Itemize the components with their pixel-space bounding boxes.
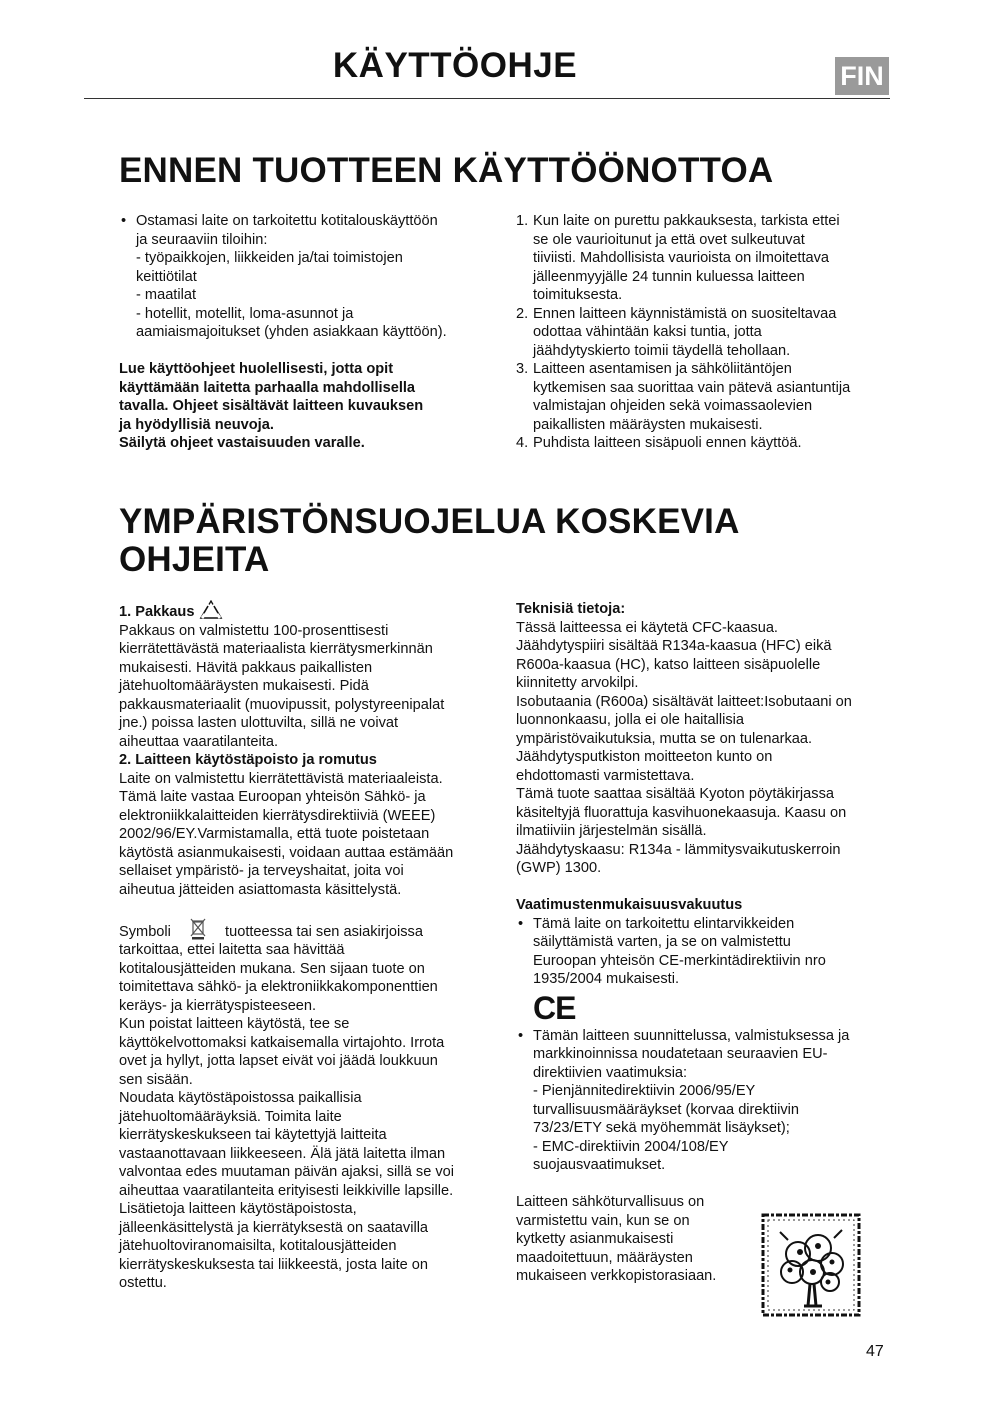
text-line: mukaiseen verkkopistorasiaan.: [516, 1268, 717, 1284]
declaration-list-1: [516, 915, 888, 989]
read-instructions-note: [119, 360, 489, 453]
text-line: suojausvaatimukset.: [533, 1157, 666, 1173]
text-line: kytketty asianmukaisesti: [516, 1231, 674, 1247]
text-line: jälleenmyyjälle 24 tunnin kuluessa laitteen: [533, 268, 805, 285]
symbol-prefix: Symboli: [119, 923, 171, 940]
text-line: sellaiset ympäristö- ja terveyshaitat, joita voi: [119, 863, 404, 879]
text-line: kotitalousjätteiden mukana. Sen sijaan tuote on: [119, 960, 425, 977]
text-line: Puhdista laitteen sisäpuoli ennen käyttöä.: [533, 435, 802, 451]
list-item: [516, 915, 888, 989]
list-item: [516, 360, 886, 434]
text-line: tiiviisti. Mahdollisista vaurioista on ilmoitettava: [533, 250, 830, 266]
text-line: jälleenkäsittelystä ja kierrätyksestä on saatavilla: [119, 1219, 429, 1236]
step-number: 3.: [516, 361, 529, 377]
usage-bullet-list: [119, 212, 489, 342]
text-line: aiheuttaa vaaratilanteita erityisesti leikkiville lapsille.: [119, 1182, 454, 1199]
text-line: pakkausmateriaalit (muovipussit, polystyreenipalat: [119, 696, 445, 713]
text-line: ja hyödyllisiä neuvoja.: [119, 416, 274, 433]
declaration-list-2: [516, 1027, 888, 1175]
text-line: aiheuttaa vaaratilanteita.: [119, 733, 279, 750]
text-line: ehdottomasti varmistettava.: [516, 767, 695, 784]
text-line: Noudata käytöstäpoistossa paikallisia: [119, 1090, 362, 1106]
declaration-heading: Vaatimustenmukaisuusvakuutus: [516, 897, 743, 913]
text-line: R600a-kaasua (HC), katso laitteen sisäpuolelle: [516, 656, 821, 673]
step-number: 4.: [516, 435, 529, 451]
text-line: toimitettava sähkö- ja elektroniikkakomponenttien: [119, 979, 438, 995]
text-line: varmistettu vain, kun se on: [516, 1212, 690, 1229]
text-line: • Tämä laite on tarkoitettu elintarvikkeiden: [533, 915, 795, 932]
text-line: • Tämän laitteen suunnittelussa, valmistuksessa ja: [533, 1027, 850, 1044]
text-line: luonnonkaasu, jolla ei ole haitallisia: [516, 712, 744, 728]
heading-text: 1. Pakkaus: [119, 604, 195, 620]
text-line: kierrätettävästä materiaalista kierrätysmerkinnän: [119, 641, 433, 657]
text-line: jne.) poissa lasten ulottuvilta, sillä ne voivat: [119, 715, 399, 731]
text-line: Säilytä ohjeet vastaisuuden varalle.: [119, 435, 365, 451]
text-line: keräys- ja kierrätyspisteeseen.: [119, 997, 317, 1014]
before-use-left-column: [119, 212, 489, 453]
text-line: aiheutua jätteiden asiattomasta käsittelystä.: [119, 881, 402, 898]
list-item: [516, 305, 886, 361]
list-item: [516, 434, 886, 453]
text-line: valvontaa edes muutaman päivän ajaksi, sillä se voi: [119, 1164, 455, 1180]
text-line: käytöstä asianmukaisesti, voidaan auttaa estämään: [119, 844, 454, 861]
text-line: Kun poistat laitteen käytöstä, tee se: [119, 1016, 350, 1032]
section-title-before-use: ENNEN TUOTTEEN KÄYTTÖÖNOTTOA: [119, 151, 774, 190]
text-line: kierrätyskeskukseen tai käytettyjä laitteita: [119, 1127, 387, 1143]
electrical-safety-note: [516, 1193, 752, 1286]
text-line: 73/23/ETY sekä myöhemmät lisäykset);: [533, 1120, 790, 1136]
header-divider: [84, 98, 890, 99]
text-line: se ole vaurioitunut ja että ovet sulkeutuvat: [533, 231, 805, 248]
text-line: 1935/2004 mukaisesti.: [533, 971, 680, 987]
text-line: jätehuoltomääräyksiä. Toimita laite: [119, 1108, 342, 1125]
text-line: käyttämään laitetta parhaalla mahdollisella: [119, 379, 416, 396]
text-line: vastaanottavaan liikkeeseen. Älä jätä laitetta ilman: [119, 1145, 446, 1162]
text-line: elektroniikkalaitteiden kierrätysdirektiiviä (WEEE): [119, 807, 436, 824]
text-line: Euroopan yhteisön CE-merkintädirektiivin nro: [533, 952, 826, 969]
text-line: toimituksesta.: [533, 287, 623, 303]
text-line: - Pienjännitedirektiivin 2006/95/EY: [533, 1083, 756, 1099]
text-line: Jäähdytysputkiston moitteeton kunto on: [516, 749, 773, 765]
text-line: - maatilat: [136, 287, 197, 303]
text-line: - EMC-direktiivin 2004/108/EY: [533, 1138, 729, 1155]
text-line: paikallisten määräysten mukaisesti.: [533, 416, 763, 433]
title-line: YMPÄRISTÖNSUOJELUA KOSKEVIA: [119, 502, 740, 541]
packaging-heading: [119, 600, 493, 622]
text-line: säilyttämistä varten, ja se on valmistettu: [533, 934, 791, 950]
text-line: ostettu.: [119, 1275, 167, 1291]
section-title-environment: [119, 503, 740, 579]
text-line: keittiötilat: [136, 268, 197, 285]
disposal-heading: 2. Laitteen käytöstäpoisto ja romutus: [119, 752, 377, 768]
environment-right-column: [516, 600, 888, 1286]
text-line: (GWP) 1300.: [516, 860, 602, 876]
text-line: markkinoinnissa noudatetaan seuraavien EU-: [533, 1046, 828, 1062]
environment-left-column: [119, 600, 493, 1293]
text-line: Laitteen sähköturvallisuus on: [516, 1194, 705, 1210]
text-line: Tämä laite vastaa Euroopan yhteisön Sähkö- ja: [119, 789, 426, 805]
step-number: 1.: [516, 213, 529, 229]
text-line: kiinnitetty arvokilpi.: [516, 675, 639, 691]
page-number: 47: [866, 1343, 884, 1360]
text-line: odottaa vähintään kaksi tuntia, jotta: [533, 324, 762, 340]
text-line: jätehuoltoviranomaisilta, kotitalousjätteiden: [119, 1238, 397, 1254]
text-line: tarkoittaa, ettei laitetta saa hävittää: [119, 942, 345, 958]
text-line: käyttökelvottomaksi katkaisemalla virtajohto. Irrota: [119, 1034, 445, 1051]
text-line: Tässä laitteessa ei käytetä CFC-kaasua.: [516, 619, 778, 636]
text-line: Lue käyttöohjeet huolellisesti, jotta opit: [119, 361, 394, 377]
text-line: Jäähdytyskaasu: R134a - lämmitysvaikutuskerroin: [516, 841, 841, 858]
text-line: käsiteltyjä fluorattuja kasvihuonekaasuja. Kaasu on: [516, 804, 847, 821]
setup-steps-list: [516, 212, 886, 453]
text-line: jäähdytyskierto toimii täydellä tehollaan.: [533, 342, 791, 359]
text-line: Pakkaus on valmistettu 100-prosenttisesti: [119, 622, 389, 639]
text-line: kierrätyskeskuksesta tai liikkeestä, josta laite on: [119, 1256, 429, 1273]
step-number: 2.: [516, 305, 529, 322]
text-line: aamiaismajoitukset (yhden asiakkaan käyttöön).: [136, 324, 447, 340]
recycling-icon: [199, 600, 223, 620]
text-line: turvallisuusmääräykset (korvaa direktiivin: [533, 1101, 800, 1118]
text-line: kytkemisen saa suorittaa vain pätevä asiantuntija: [533, 379, 851, 396]
text-line: Kun laite on purettu pakkauksesta, tarkista ettei: [533, 213, 840, 229]
text-line: jätehuoltomääräysten mukaisesti. Pidä: [119, 678, 369, 694]
text-line: maadoitettuun, määräysten: [516, 1249, 693, 1266]
text-line: ja seuraaviin tiloihin:: [136, 231, 268, 248]
text-line: - työpaikkojen, liikkeiden ja/tai toimistojen: [136, 250, 403, 266]
text-line: ympäristövaikutuksia, mutta se on tulenarkaa.: [516, 730, 813, 747]
text-line: Ennen laitteen käynnistämistä on suositeltavaa: [533, 305, 837, 322]
symbol-suffix: tuotteessa tai sen asiakirjoissa: [225, 923, 423, 940]
list-item: [119, 212, 489, 342]
text-line: Jäähdytyspiiri sisältää R134a-kaasua (HFC) eikä: [516, 638, 832, 654]
text-line: Lisätietoja laitteen käytöstäpoistosta,: [119, 1201, 357, 1217]
text-line: Laitteen asentamisen ja sähköliitäntöjen: [533, 361, 792, 377]
text-line: valmistajan ohjeiden sekä voimassaolevien: [533, 398, 813, 414]
text-line: • Ostamasi laite on tarkoitettu kotitalouskäyttöön: [136, 213, 438, 229]
ce-mark: CE: [533, 989, 576, 1026]
text-line: Laite on valmistettu kierrätettävistä materiaaleista.: [119, 770, 443, 787]
text-line: mukaisesti. Hävitä pakkaus paikallisten: [119, 659, 373, 676]
text-line: sen sisään.: [119, 1071, 193, 1088]
text-line: tavalla. Ohjeet sisältävät laitteen kuvauksen: [119, 398, 424, 414]
text-line: Isobutaania (R600a) sisältävät laitteet:Isobutaani on: [516, 693, 852, 710]
text-line: ilmatiiviin järjestelmän sisällä.: [516, 823, 707, 839]
crossed-bin-icon: [181, 918, 215, 940]
before-use-right-column: [516, 212, 886, 453]
technical-data-heading: Teknisiä tietoja:: [516, 601, 626, 617]
document-title: KÄYTTÖOHJE: [332, 46, 578, 85]
title-line: OHJEITA: [119, 540, 270, 579]
text-line: - hotellit, motellit, loma-asunnot ja: [136, 305, 354, 322]
text-line: 2002/96/EY.Varmistamalla, että tuote poistetaan: [119, 826, 430, 842]
text-line: direktiivien vaatimuksia:: [533, 1064, 688, 1081]
text-line: Tämä tuote saattaa sisältää Kyoton pöytäkirjassa: [516, 786, 834, 802]
weee-symbol-line: [119, 918, 493, 942]
text-line: ovet ja hyllyt, jotta lapset eivät voi jäädä loukkuun: [119, 1053, 438, 1069]
language-badge: FIN: [835, 57, 889, 95]
tree-illustration: [760, 1212, 864, 1320]
list-item: [516, 212, 886, 305]
list-item: [516, 1027, 888, 1175]
